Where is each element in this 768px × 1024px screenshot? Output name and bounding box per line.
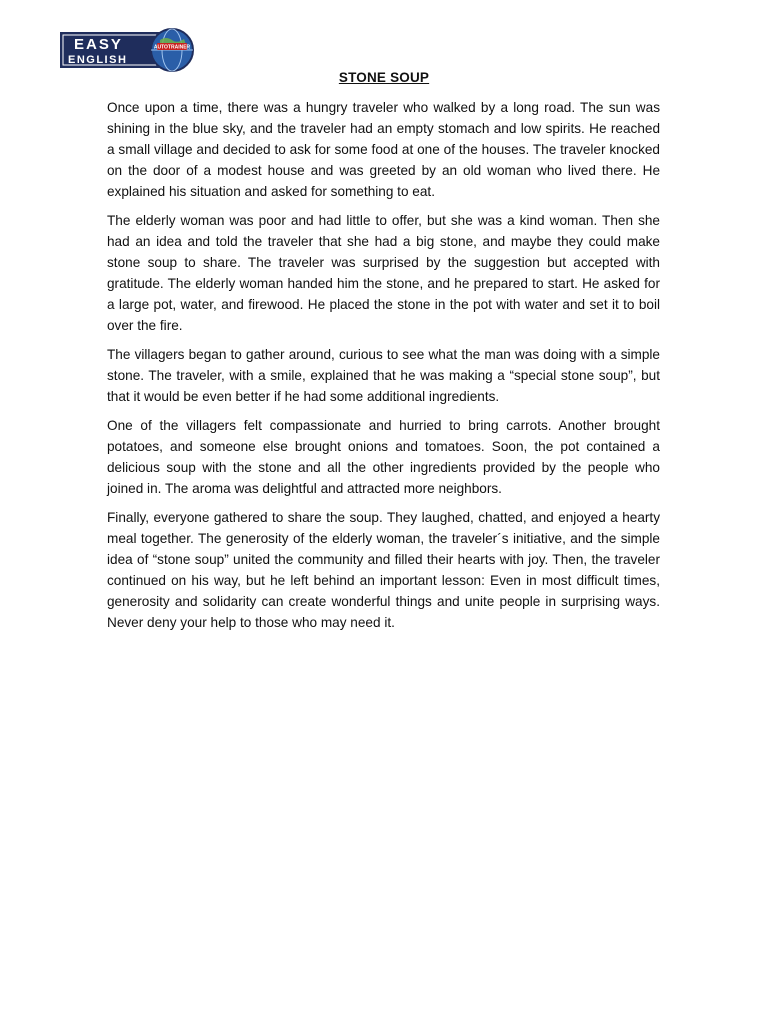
logo-graphic	[60, 28, 200, 72]
easy-english-logo	[60, 28, 200, 72]
logo-badge-text: AUTOTRAINER	[153, 44, 191, 51]
paragraph-2: The elderly woman was poor and had little to offer, but she was a kind woman. Then she had an idea and told the traveler that she had a big stone, and maybe they could make stone soup to share. The traveler was surprised by the suggestion but accepted with gratitude. The elderly woman handed him the stone, and he prepared to start. He asked for a large pot, water, and firewood. He placed the stone in the pot with water and set it to boil over the fire.	[107, 213, 660, 333]
document-title: STONE SOUP	[338, 70, 430, 85]
paragraph-5: Finally, everyone gathered to share the soup. They laughed, chatted, and enjoyed a hearty meal together. The generosity of the elderly woman, the traveler´s initiative, and the simple idea of “stone soup” united the community and filled their hearts with joy. Then, the traveler continued on his way, but he left behind an important lesson: Even in most difficult times, generosity and solidarity can create wonderful things and unite people in surprising ways. Never deny your help to those who may need it.	[107, 510, 660, 630]
document-body	[107, 97, 660, 641]
logo-line2: ENGLISH	[68, 54, 128, 66]
paragraph-4: One of the villagers felt compassionate and hurried to bring carrots. Another brought potatoes, and someone else brought onions and tomatoes. Soon, the pot contained a delicious soup with the stone and all the other ingredients provided by the people who joined in. The aroma was delightful and attracted more neighbors.	[107, 418, 660, 496]
paragraph-1: Once upon a time, there was a hungry traveler who walked by a long road. The sun was shining in the blue sky, and the traveler had an empty stomach and low spirits. He reached a small village and decided to ask for some food at one of the houses. The traveler knocked on the door of a modest house and was greeted by an old woman who lived there. He explained his situation and asked for something to eat.	[107, 100, 660, 199]
logo-line1: EASY	[74, 36, 123, 53]
paragraph-3: The villagers began to gather around, curious to see what the man was doing with a simple stone. The traveler, with a smile, explained that he was making a “special stone soup”, but that it would be even better if he had some additional ingredients.	[107, 347, 660, 404]
